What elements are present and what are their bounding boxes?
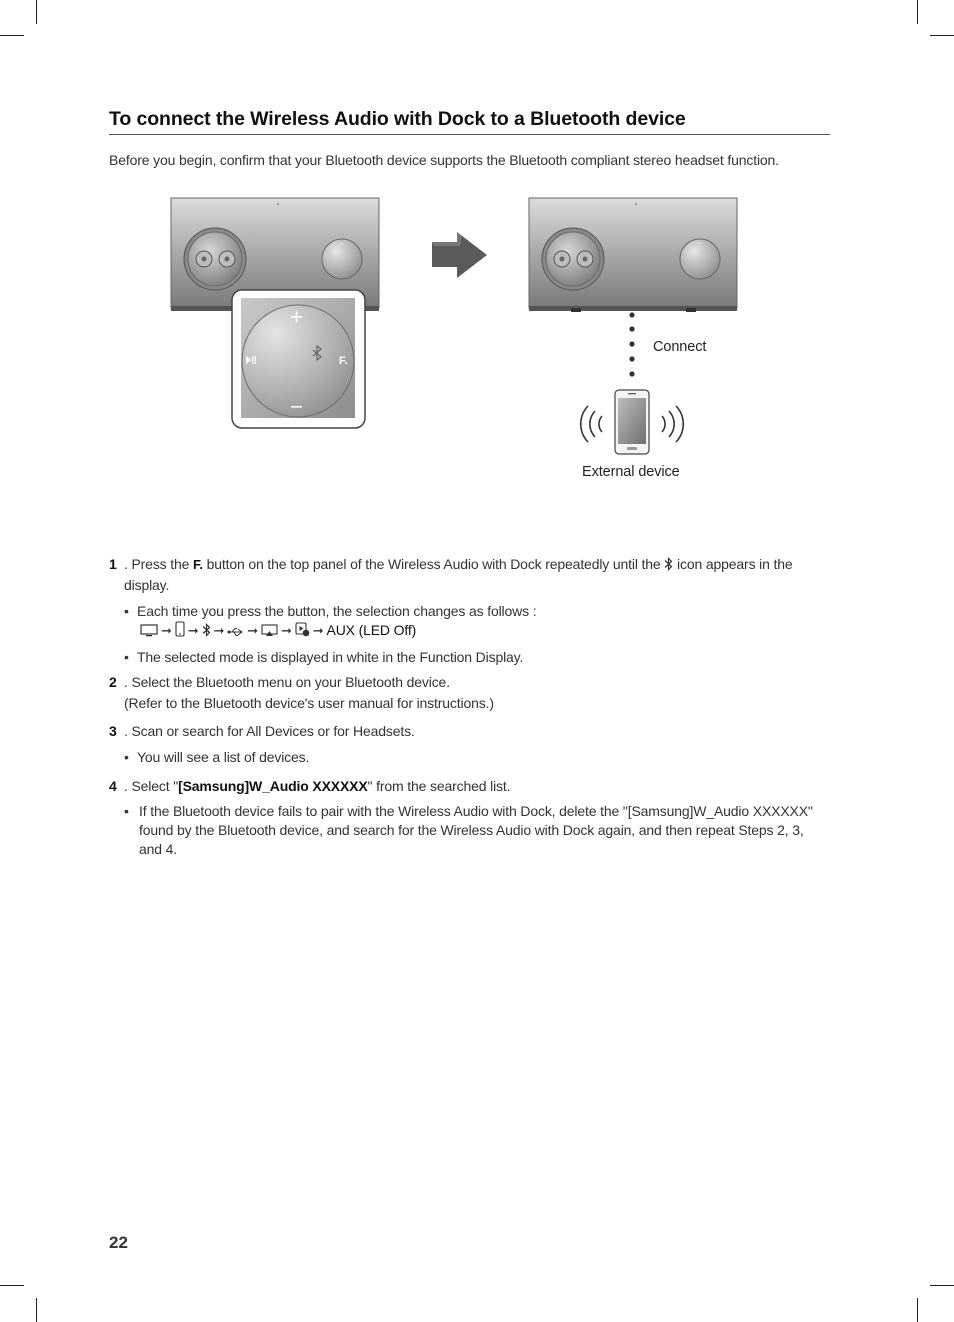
- instruction-steps: [109, 554, 829, 859]
- svg-text:+: +: [340, 242, 344, 248]
- airplay-icon: [261, 624, 278, 637]
- step-text: . Scan or search for All Devices or for Headsets.: [124, 723, 415, 739]
- step-number: 4: [109, 778, 117, 794]
- svg-text:▲: ▲: [276, 201, 280, 206]
- step-text: . Press the: [124, 556, 194, 572]
- phone-icon: [175, 621, 185, 637]
- svg-text:+: +: [698, 242, 702, 248]
- bullet-text: You will see a list of devices.: [137, 749, 310, 765]
- dlna-icon: [295, 622, 310, 637]
- step-number: 3: [109, 723, 117, 739]
- step-1-bullet-1: [109, 601, 829, 641]
- external-device-label: External device: [582, 464, 680, 480]
- bullet: •: [124, 603, 129, 619]
- connection-illustration: [0, 0, 954, 520]
- step-number: 1: [109, 556, 117, 572]
- crop-mark: [930, 1285, 954, 1286]
- step-text: . Select ": [124, 778, 179, 794]
- speaker-dock-right: [529, 198, 737, 312]
- intro-text: Before you begin, confirm that your Bluetooth device supports the Bluetooth compliant stereo headset function.: [109, 152, 779, 168]
- bullet-text: Each time you press the button, the selection changes as follows :: [137, 603, 537, 619]
- control-panel-zoom: [232, 290, 365, 428]
- bullet: •: [124, 749, 129, 765]
- function-sequence: [140, 620, 829, 641]
- bluetooth-icon: [664, 557, 673, 571]
- step-text: " from the searched list.: [367, 778, 511, 794]
- step-1-bullet-2: [109, 647, 829, 668]
- function-f-icon: F.: [193, 557, 203, 572]
- connection-dots: [629, 312, 634, 376]
- step-text: . Select the Bluetooth menu on your Bluetooth device.: [124, 674, 450, 690]
- tv-icon: [140, 624, 158, 637]
- page-title: To connect the Wireless Audio with Dock to a Bluetooth device: [109, 108, 830, 135]
- bullet: •: [124, 649, 129, 665]
- step-number: 2: [109, 674, 117, 690]
- crop-mark: [917, 1298, 918, 1322]
- step-text: (Refer to the Bluetooth device's user manual for instructions.): [124, 695, 494, 711]
- step-1: [109, 554, 829, 596]
- arrow-right-icon: ➞: [247, 623, 258, 638]
- device-name: [Samsung]W_Audio XXXXXX: [178, 778, 368, 794]
- arrow-right-icon: ➞: [161, 623, 172, 638]
- sequence-end: AUX (LED Off): [326, 622, 417, 638]
- step-3: [109, 721, 829, 742]
- arrow-right-icon: ➞: [312, 623, 324, 638]
- bluetooth-icon: [202, 623, 211, 637]
- step-text: button on the top panel of the Wireless Audio with Dock repeatedly until the: [202, 556, 665, 572]
- step-3-bullet-1: [109, 747, 829, 768]
- svg-text:F.: F.: [339, 355, 348, 367]
- svg-text:▲: ▲: [634, 201, 638, 206]
- page-number: 22: [109, 1233, 128, 1252]
- arrow-right-icon: ➞: [213, 623, 225, 638]
- step-2: [109, 672, 829, 714]
- connect-label: Connect: [653, 339, 707, 355]
- usb-icon: [227, 627, 244, 637]
- step-text: icon appears in the display.: [124, 556, 793, 593]
- arrow-right-icon: ➞: [281, 623, 292, 638]
- arrow-right-icon: ➞: [187, 623, 199, 638]
- step-4-bullet-1: [109, 802, 829, 859]
- crop-mark: [36, 1298, 37, 1322]
- step-4: [109, 776, 829, 797]
- bullet-text: The selected mode is displayed in white in the Function Display.: [137, 649, 524, 665]
- bullet: •: [124, 803, 129, 819]
- crop-mark: [0, 1285, 24, 1286]
- phone-icon: [615, 390, 649, 454]
- bullet-text: If the Bluetooth device fails to pair with the Wireless Audio with Dock, delete the "[Samsung]W_Audio XXXXXX" found by the Bluetooth device, and search for the Wireless Audio with Dock again, and then repeat Steps 2, 3, and 4.: [139, 803, 813, 857]
